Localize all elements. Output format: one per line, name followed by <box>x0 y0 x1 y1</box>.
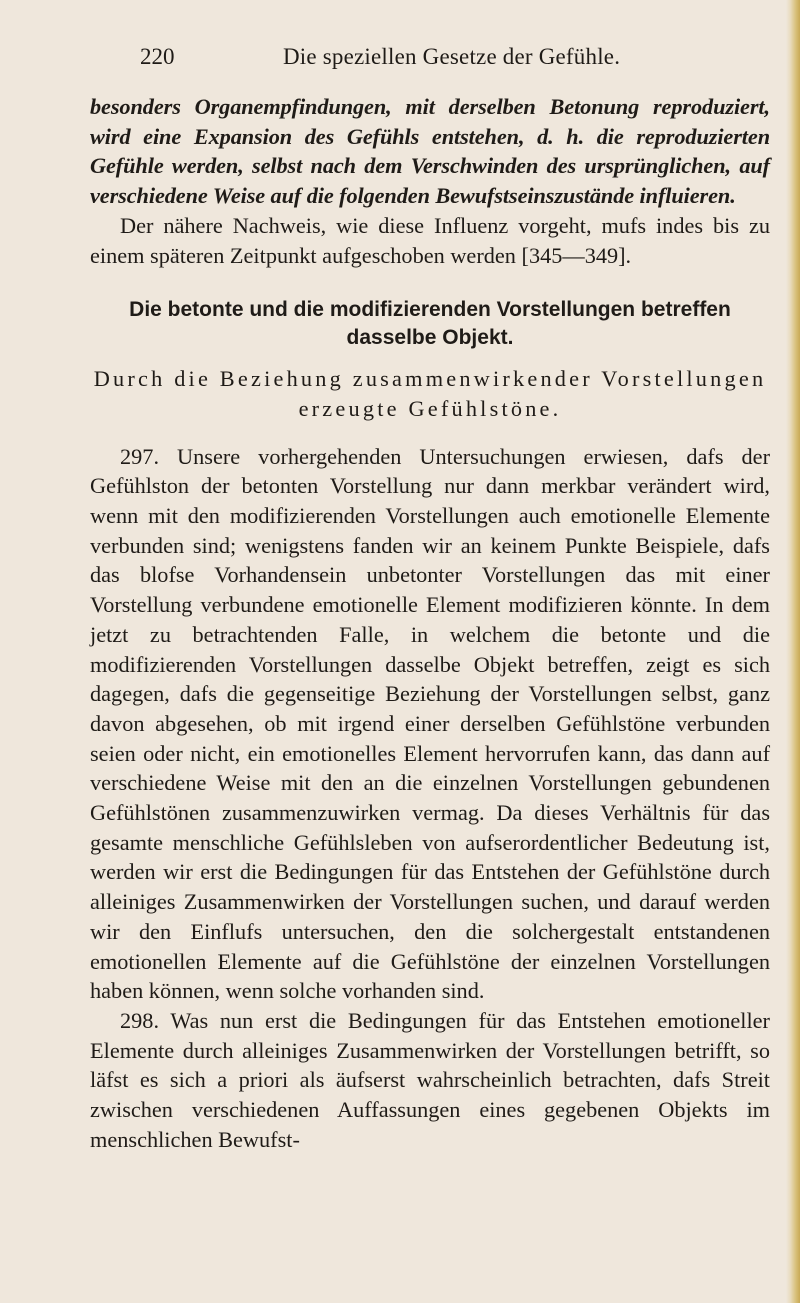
running-title: Die speziellen Gesetze der Gefühle. <box>283 44 621 69</box>
subheading: Durch die Beziehung zusammenwirkender Vorstellungen erzeugte Gefühlstöne. <box>93 366 767 421</box>
paragraph-298: 298. Was nun erst die Bedingungen für das Entstehen emotioneller Elemente durch alleiniges Zusammenwirken der Vorstellungen betrifft, so läfst es sich a priori als äufserst wahrscheinlich betrachten, dafs Streit zwischen verschiedenen Auffassungen eines gegebenen Objekts im menschlichen Bewufst- <box>90 1007 770 1152</box>
page-number: 220 <box>140 44 175 69</box>
page-edge <box>786 0 800 1303</box>
book-page <box>90 44 770 1155</box>
running-head <box>90 44 770 78</box>
intro-italic-text: besonders Organempfindungen, mit derselben Betonung reproduziert, wird eine Expansion des Gefühls entstehen, d. h. die reproduzierten Gefühle werden, selbst nach dem Verschwinden des ursprünglichen, auf verschiedene Weise auf die folgenden Bewufstseinszustände influieren. <box>90 94 770 209</box>
paragraph-297: 297. Unsere vorhergehenden Untersuchungen erwiesen, dafs der Gefühlston der betonten Vorstellung nur dann merkbar verändert wird, wenn mit den modifizierenden Vorstellungen auch emotionelle Elemente verbunden sind; wenigstens fanden wir an keinem Punkte Beispiele, dafs das blofse Vorhandensein unbetonter Vorstellungen das mit einer Vorstellung verbundene emotionelle Element modifizieren könnte. In dem jetzt zu betrachtenden Falle, in welchem die betonte und die modifizierenden Vorstellungen dasselbe Objekt betreffen, zeigt es sich dagegen, dafs die gegenseitige Beziehung der Vorstellungen selbst, ganz davon abgesehen, ob mit irgend einer derselben Gefühlstöne verbunden seien oder nicht, ein emotionelles Element hervorrufen kann, das dann auf verschiedene Weise mit den an die einzelnen Vorstellungen gebundenen Gefühlstönen zusammenzuwirken vermag. Da dieses Verhältnis für das gesamte menschliche Gefühlsleben von aufserordentlicher Bedeutung ist, werden wir erst die Bedingungen für das Entstehen der Gefühlstöne durch alleiniges Zusammenwirken der Vorstellungen suchen, und darauf werden wir den Einflufs untersuchen, den die solchergestalt entstandenen emotionellen Elemente auf die Gefühlstöne der einzelnen Vorstellungen haben können, wenn solche vorhanden sind. <box>90 443 770 1004</box>
section-heading: Die betonte und die modifizierenden Vorstellungen betreffen dasselbe Objekt. <box>129 298 731 350</box>
paragraph-influenz: Der nähere Nachweis, wie diese Influenz vorgeht, mufs indes bis zu einem späteren Zeitpunkt aufgeschoben werden [345—349]. <box>90 212 770 268</box>
